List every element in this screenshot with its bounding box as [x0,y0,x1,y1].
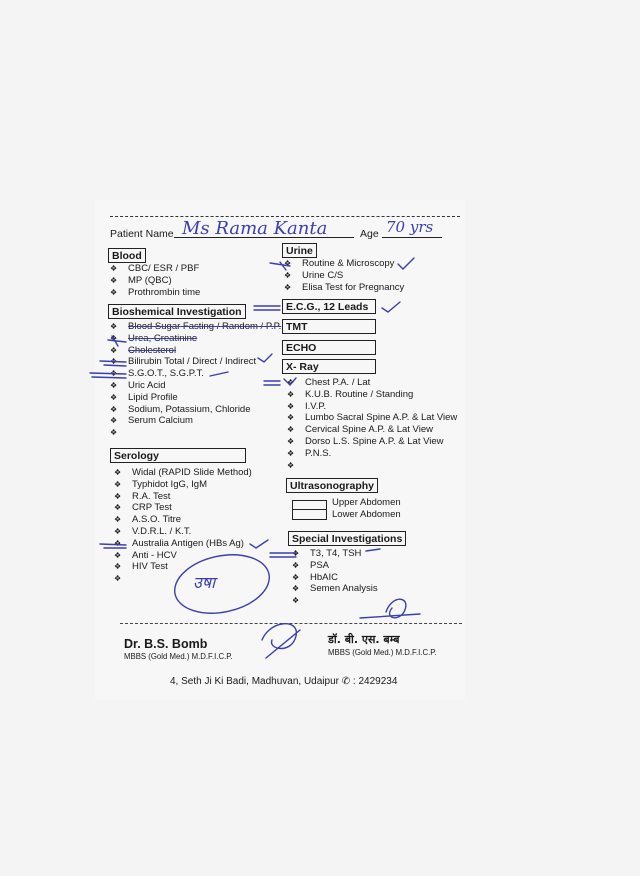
blood-item-mp: ❖ MP (QBC) [110,274,172,286]
handwritten-age: 70 yrs [386,218,434,236]
xray-item-cervical: ❖ Cervical Spine A.P. & Lat View [287,424,433,436]
age-label: Age [360,228,379,240]
sero-item-typhidot: ❖ Typhidot IgG, IgM [114,478,207,490]
tick-sgot-arrow [90,373,126,378]
tick-thyroid-arrow [270,553,296,557]
sero-list: ❖ Widal (RAPID Slide Method) ❖ Typhidot IgG, IgM ❖ R.A. Test ❖ CRP Test ❖ A.S.O. Titre ❖ V.D.R.L. / K.T. ❖ Australia Antigen (HBs Ag) ❖ Anti - HCV ❖ HIV Test ❖ [114,467,252,584]
tick-sgot [210,372,228,376]
circled-note-text: उषा [193,573,216,592]
sero-item-hbsag: ❖ Australia Antigen (HBs Ag) [114,537,244,549]
blood-item-pt: ❖ Prothrombin time [110,286,201,298]
special-header: Special Investigations [288,531,406,546]
tick-bilirubin [258,354,272,362]
sero-header: Serology [110,448,246,463]
sero-item-aso: ❖ A.S.O. Titre [114,514,182,526]
tick-bilirubin-arrow [100,361,126,366]
tick-urine-routine [270,262,290,270]
bio-item-sugar: ❖ Blood Sugar Fasting / Random / P.P. [110,321,282,332]
doctor-qualification: MBBS (Gold Med.) M.D.F.I.C.P. [124,652,233,661]
blood-header: Blood [108,248,146,263]
urine-item-elisa: ❖ Elisa Test for Pregnancy [284,281,405,293]
tick-ecg [382,302,400,312]
tick-urea [108,336,126,346]
sero-item-hiv: ❖ HIV Test [114,561,168,573]
xray-item-ivp: ❖ I.V.P. [287,400,327,412]
bio-item-chol: ❖ Cholesterol [110,344,177,356]
sero-item-crp: ❖ CRP Test [114,502,172,514]
bio-item-urea: ❖ Urea, Creatinine [110,332,198,344]
xray-item-dorso: ❖ Dorso L.S. Spine A.P. & Lat View [287,435,444,447]
doctor-name-hindi: डॉ. बी. एस. बम्ब [328,633,400,646]
xray-item-kub: ❖ K.U.B. Routine / Standing [287,388,414,400]
usg-header: Ultrasonography [286,478,378,493]
tmt-header: TMT [282,319,376,334]
clinic-address: 4, Seth Ji Ki Badi, Madhuvan, Udaipur ✆ : 2429234 [170,676,398,687]
signature-left [262,624,300,658]
usg-item-lower: Lower Abdomen [332,509,401,520]
patient-name-label: Patient Name [110,228,174,240]
urine-header: Urine [282,243,317,258]
tick-urine-routine-right [398,258,414,269]
special-item-thyroid: ❖ T3, T4, TSH [292,548,362,559]
sero-item-ra: ❖ R.A. Test [114,490,171,502]
bio-item-calcium: ❖ Serum Calcium [110,415,193,427]
xray-header: X- Ray [282,359,376,374]
special-item-psa: ❖ PSA [292,559,330,571]
bio-item-uric: ❖ Uric Acid [110,379,166,391]
sero-item-vdrl: ❖ V.D.R.L. / K.T. [114,525,192,537]
sero-item-hcv: ❖ Anti - HCV [114,549,177,561]
xray-list: ❖ Chest P.A. / Lat ❖ K.U.B. Routine / Standing ❖ I.V.P. ❖ Lumbo Sacral Spine A.P. & Lat View ❖ Cervical Spine A.P. & Lat View ❖ Dorso L.S. Spine A.P. & Lat View ❖ P.N.S. ❖ [287,377,458,470]
special-list: ❖ T3, T4, TSH ❖ PSA ❖ HbAIC ❖ Semen Analysis ❖ [292,548,378,606]
handwritten-patient-name: Ms Rama Kanta [182,218,328,239]
tick-hbsag-arrow [100,544,126,548]
special-item-semen: ❖ Semen Analysis [292,583,378,595]
tick-chest-arrow [264,378,296,385]
bio-item-sodium: ❖ Sodium, Potassium, Chloride [110,403,251,415]
bio-item-lipid: ❖ Lipid Profile [110,391,178,403]
ecg-header: E.C.G., 12 Leads [282,299,376,314]
xray-item-pns: ❖ P.N.S. [287,447,332,459]
xray-item-lumbo: ❖ Lumbo Sacral Spine A.P. & Lat View [287,412,458,424]
doctor-qualification-2: MBBS (Gold Med.) M.D.F.I.C.P. [328,648,437,657]
circled-note [169,547,275,622]
xray-item-chest: ❖ Chest P.A. / Lat [287,377,371,388]
bio-item-bili: ❖ Bilirubin Total / Direct / Indirect [110,356,257,368]
urine-item-cs: ❖ Urine C/S [284,269,344,281]
doctor-name: Dr. B.S. Bomb [124,637,208,651]
usg-item-upper: Upper Abdomen [332,497,401,508]
echo-header: ECHO [282,340,376,355]
sero-item-widal: ❖ Widal (RAPID Slide Method) [114,467,252,478]
urine-item-routine: ❖ Routine & Microscopy [284,258,395,269]
tick-ecg-arrow [254,306,280,310]
tick-thyroid [366,549,380,551]
tick-hbsag [250,540,268,548]
bio-list: ❖ Blood Sugar Fasting / Random / P.P. ❖ Urea, Creatinine ❖ Cholesterol ❖ Bilirubin Total / Direct / Indirect ❖ S.G.O.T., S.G.P.T. ❖ Uric Acid ❖ Lipid Profile ❖ Sodium, Potassium, Chloride ❖ Serum Calcium ❖ [110,321,282,438]
special-item-hba1c: ❖ HbAIC [292,571,338,583]
signature-right [360,599,420,618]
blood-item-cbc: ❖ CBC/ ESR / PBF [110,263,200,274]
bio-header: Bioshemical Investigation [108,304,246,319]
bio-item-sgot: ❖ S.G.O.T., S.G.P.T. [110,368,204,380]
